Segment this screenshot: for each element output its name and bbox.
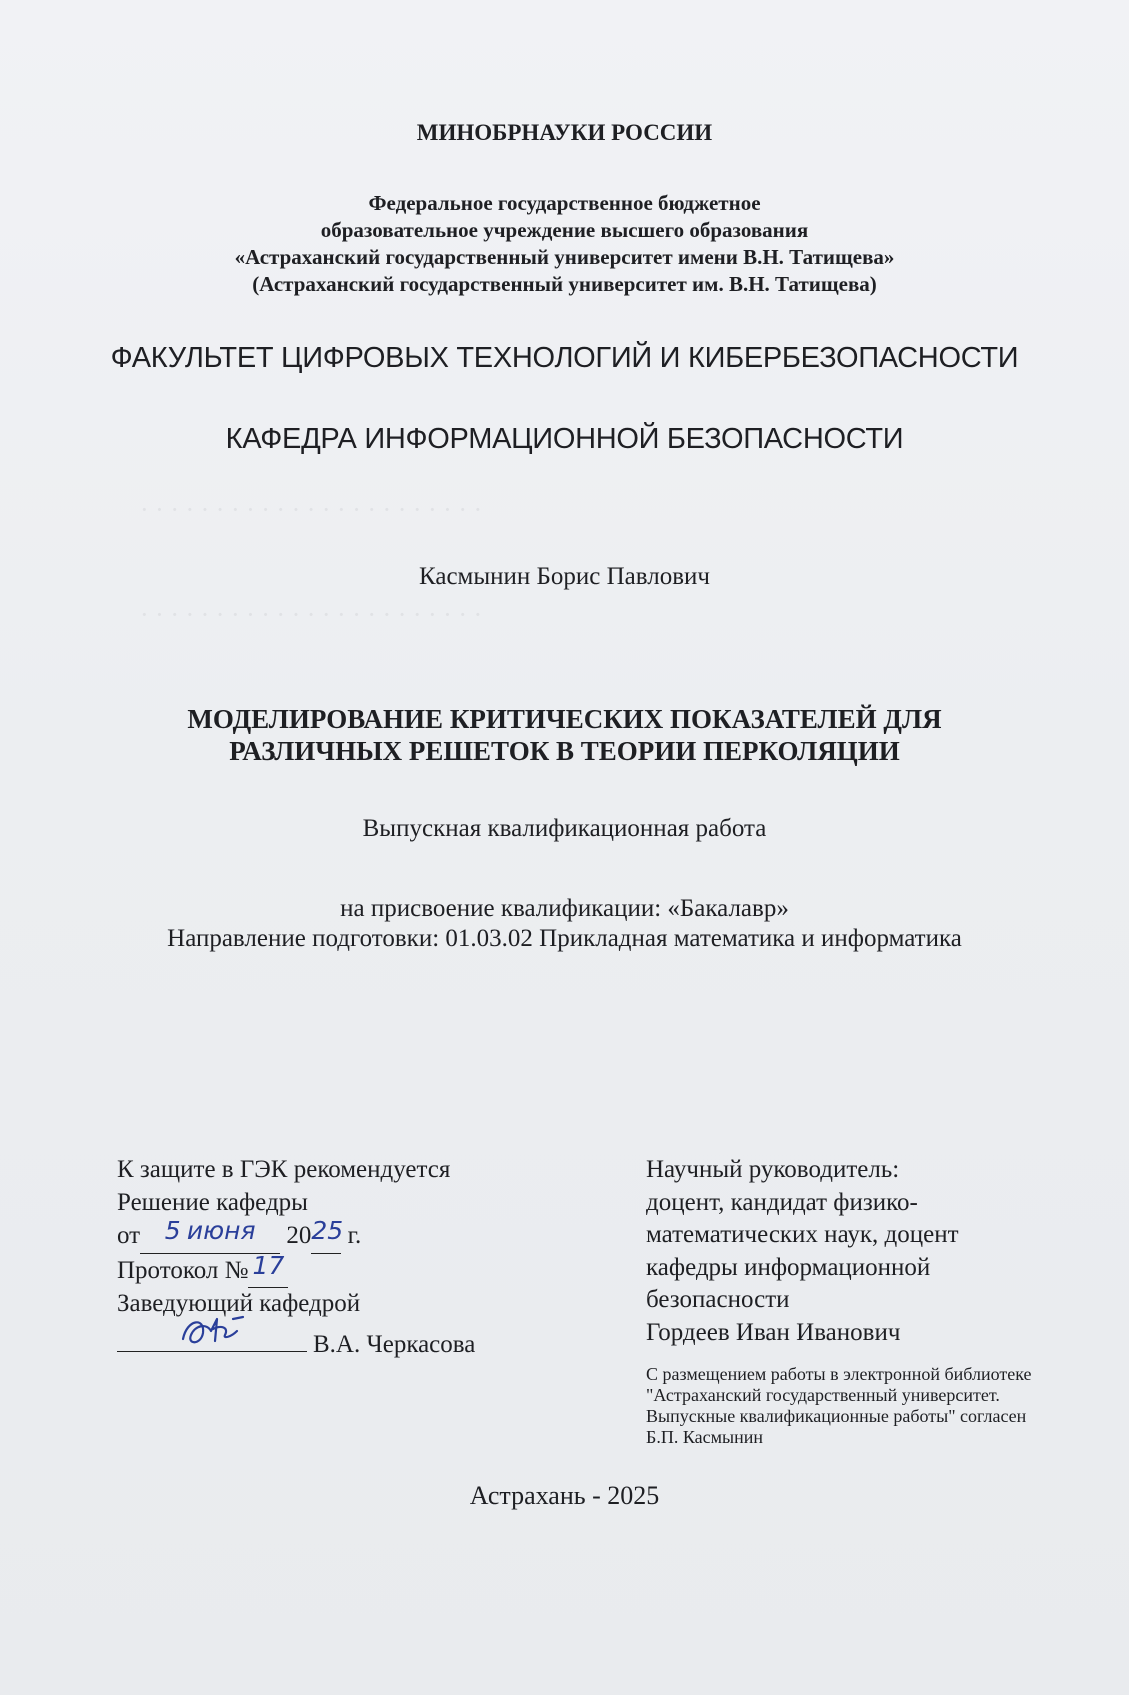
ministry-name: МИНОБРНАУКИ РОССИИ [416,120,713,145]
handwritten-month: июня [186,1216,256,1245]
protocol-number-field [248,1250,288,1289]
supervisor-block [646,1154,959,1349]
organization-line-3: «Астраханский государственный университет имени В.Н. Татищева» [234,245,895,269]
year-suffix-field [311,1216,344,1254]
handwritten-signature [177,1309,257,1353]
supervisor-name: Гордеев Иван Иванович [646,1318,901,1346]
year-unit: г. [347,1222,362,1249]
library-consent-block [646,1364,1031,1448]
thesis-title-line-1: МОДЕЛИРОВАНИЕ КРИТИЧЕСКИХ ПОКАЗАТЕЛЕЙ ДЛЯ [187,704,942,734]
handwritten-protocol-number: 17 [252,1250,285,1280]
supervisor-title-line-1: доцент, кандидат физико- [646,1188,918,1216]
supervisor-title-line-4: безопасности [646,1286,790,1313]
signature-field [117,1321,307,1352]
organization-line-1: Федеральное государственное бюджетное [368,191,761,215]
protocol-line [117,1250,475,1289]
handwritten-day: 5 [164,1216,181,1245]
supervisor-title-line-2: математических наук, доцент [646,1221,959,1248]
author-name: Касмынин Борис Павлович [419,563,710,590]
supervisor-label: Научный руководитель: [646,1156,900,1183]
department-head-signature-line [117,1321,475,1362]
organization-line-2: образовательное учреждение высшего образования [320,218,809,242]
date-from-label: от [117,1222,141,1249]
consent-line-3: Выпускные квалификационные работы" согласен [646,1406,1027,1426]
work-type: Выпускная квалификационная работа [362,815,767,842]
protocol-label: Протокол № [117,1256,249,1284]
decision-date [117,1216,475,1254]
consent-line-1: С размещением работы в электронной библиотеке [646,1364,1032,1384]
department-head-label: Заведующий кафедрой [117,1290,361,1317]
supervisor-title-line-3: кафедры информационной [646,1253,931,1281]
consent-line-2: "Астраханский государственный университет. [646,1385,1000,1405]
department-name: КАФЕДРА ИНФОРМАЦИОННОЙ БЕЗОПАСНОСТИ [225,423,904,455]
defense-recommendation-block [117,1154,475,1361]
study-direction: Направление подготовки: 01.03.02 Прикладная математика и информатика [167,925,962,952]
thesis-title-line-2: РАЗЛИЧНЫХ РЕШЕТОК В ТЕОРИИ ПЕРКОЛЯЦИИ [229,736,900,766]
show-through: · · · · · · · · · · · · · · · · · · · · · · · [140,600,483,629]
handwritten-year-suffix: 25 [311,1216,344,1245]
faculty-name: ФАКУЛЬТЕТ ЦИФРОВЫХ ТЕХНОЛОГИЙ И КИБЕРБЕЗОПАСНОСТИ [110,342,1019,374]
date-day-month-field [140,1216,280,1254]
year-prefix: 20 [286,1222,312,1249]
organization-line-4: (Астраханский государственный университет им. В.Н. Татищева) [252,272,877,296]
department-head-name: В.А. Черкасова [313,1330,476,1358]
defense-recommended-text: К защите в ГЭК рекомендуется [117,1156,451,1183]
show-through: · · · · · · · · · · · · · · · · · · · · · · · [140,495,483,524]
city-year: Астрахань - 2025 [469,1481,660,1510]
qualification: на присвоение квалификации: «Бакалавр» [340,895,789,922]
department-decision-text: Решение кафедры [117,1188,308,1216]
consent-line-4: Б.П. Касмынин [646,1427,763,1447]
